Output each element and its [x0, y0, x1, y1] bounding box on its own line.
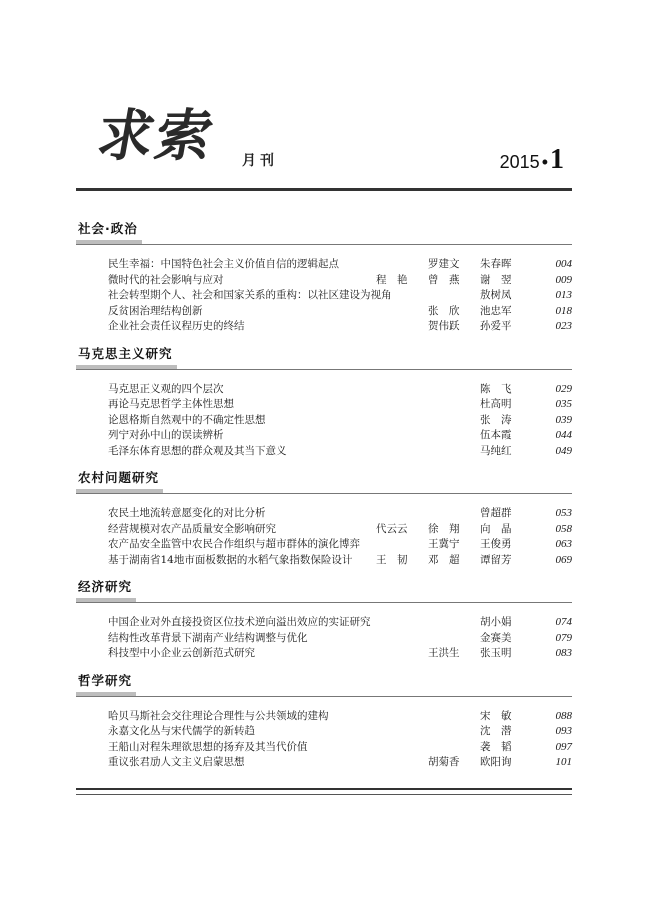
article-title: 农产品安全监管中农民合作组织与超市群体的演化博弈 [108, 538, 360, 550]
article-author: 胡小娟 [480, 616, 512, 628]
article-author: 徐 翔 [428, 522, 460, 535]
section-rule [76, 602, 572, 603]
article-author: 金赛美 [480, 631, 512, 644]
article-title: 马克思正义观的四个层次 [108, 382, 224, 395]
article-title: 永嘉文化丛与宋代儒学的新转趋 [108, 725, 255, 737]
article-author: 谢 翌 [480, 273, 512, 286]
article-author: 曾超群 [480, 507, 512, 519]
article-author: 王 韧 [376, 553, 408, 566]
toc-section [76, 576, 572, 670]
article-title: 科技型中小企业云创新范式研究 [108, 647, 255, 659]
toc-entry[interactable] [108, 397, 572, 413]
section-title: 社会·政治 [76, 221, 142, 244]
article-author: 杜高明 [480, 398, 512, 410]
article-author: 宋 敏 [480, 709, 512, 722]
article-title: 重议张君劢人文主义启蒙思想 [108, 756, 245, 768]
bottom-rule [76, 788, 572, 790]
article-title: 农民土地流转意愿变化的对比分析 [108, 507, 266, 519]
toc-entry[interactable] [108, 257, 572, 273]
article-author: 向 晶 [480, 522, 512, 535]
article-author: 欧阳询 [480, 756, 512, 768]
article-title: 论恩格斯自然观中的不确定性思想 [108, 413, 266, 426]
toc-entry[interactable] [108, 382, 572, 398]
toc-entry[interactable] [108, 304, 572, 320]
section-rule [76, 696, 572, 697]
article-author: 伍本霞 [480, 429, 512, 441]
section-rule [76, 369, 572, 370]
page-number: 088 [555, 709, 572, 722]
issue-year: 2015 [499, 152, 540, 172]
toc-entry[interactable] [108, 755, 572, 771]
toc-entry[interactable] [108, 615, 572, 631]
toc-entry[interactable] [108, 724, 572, 740]
page-number: 049 [555, 444, 572, 457]
section-title: 哲学研究 [76, 673, 136, 696]
article-title: 企业社会责任议程历史的终结 [108, 320, 245, 332]
toc-entry[interactable] [108, 413, 572, 429]
page-number: 053 [555, 507, 572, 519]
article-author: 袭 韬 [480, 740, 512, 753]
page-number: 093 [555, 725, 572, 737]
issue-dot: • [541, 152, 548, 172]
issue-number [500, 144, 564, 176]
page-number: 058 [555, 522, 572, 535]
journal-logo: 求索 [92, 103, 220, 169]
article-author: 敖树凤 [480, 289, 512, 301]
toc-section [76, 343, 572, 468]
toc-entry[interactable] [108, 553, 572, 569]
toc-entry[interactable] [108, 319, 572, 335]
toc-entry[interactable] [108, 444, 572, 460]
article-title: 再论马克思哲学主体性思想 [108, 398, 234, 410]
toc-section [76, 467, 572, 576]
article-author: 张玉明 [480, 647, 512, 659]
article-author: 曾 燕 [428, 273, 460, 286]
article-author: 陈 飞 [480, 382, 512, 395]
toc-entry[interactable] [108, 428, 572, 444]
table-of-contents [76, 218, 572, 779]
page-number: 004 [555, 258, 572, 270]
toc-entry[interactable] [108, 506, 572, 522]
article-author: 谭留芳 [480, 553, 512, 566]
article-title: 基于湖南省14地市面板数据的水稻气象指数保险设计 [108, 553, 353, 566]
page-number: 018 [555, 304, 572, 317]
page-number: 079 [555, 631, 572, 644]
page-number: 009 [555, 273, 572, 286]
article-title: 民生幸福：中国特色社会主义价值自信的逻辑起点 [108, 258, 339, 270]
masthead [76, 100, 572, 190]
page-number: 101 [555, 756, 572, 768]
toc-entry[interactable] [108, 537, 572, 553]
page-number: 044 [555, 429, 572, 441]
article-title: 毛泽东体育思想的群众观及其当下意义 [108, 444, 287, 457]
article-author: 王俊勇 [480, 538, 512, 550]
monthly-label: 月刊 [242, 153, 278, 169]
article-author: 贺伟跃 [428, 320, 460, 332]
section-title: 经济研究 [76, 579, 136, 602]
toc-entry[interactable] [108, 522, 572, 538]
toc-section [76, 670, 572, 779]
article-title: 微时代的社会影响与应对 [108, 273, 224, 286]
toc-entry[interactable] [108, 646, 572, 662]
section-title: 马克思主义研究 [76, 346, 177, 369]
toc-section [76, 218, 572, 343]
article-author: 沈 潜 [480, 725, 512, 737]
top-rule [76, 188, 572, 191]
article-title: 哈贝马斯社会交往理论合理性与公共领域的建构 [108, 709, 329, 722]
page-number: 074 [555, 616, 572, 628]
article-author: 朱春晖 [480, 258, 512, 270]
article-author: 邓 超 [428, 553, 460, 566]
article-author: 张 涛 [480, 413, 512, 426]
article-author: 孙爱平 [480, 320, 512, 332]
toc-entry[interactable] [108, 709, 572, 725]
article-author: 王冀宁 [428, 538, 460, 550]
page-number: 097 [555, 740, 572, 753]
article-title: 反贫困治理结构创新 [108, 304, 203, 317]
page-number: 035 [555, 398, 572, 410]
article-author: 马纯红 [480, 444, 512, 457]
article-author: 程 艳 [376, 273, 408, 286]
toc-entry[interactable] [108, 273, 572, 289]
page-number: 039 [555, 413, 572, 426]
section-rule [76, 244, 572, 245]
toc-entry[interactable] [108, 631, 572, 647]
article-title: 社会转型期个人、社会和国家关系的重构：以社区建设为视角 [108, 289, 392, 301]
article-author: 池忠军 [480, 304, 512, 317]
page-number: 029 [555, 382, 572, 395]
toc-entry[interactable] [108, 740, 572, 756]
article-author: 罗建文 [428, 258, 460, 270]
article-title: 结构性改革背景下湖南产业结构调整与优化 [108, 631, 308, 644]
toc-entry[interactable] [108, 288, 572, 304]
page-number: 023 [555, 320, 572, 332]
page-number: 013 [555, 289, 572, 301]
section-title: 农村问题研究 [76, 470, 163, 493]
article-title: 中国企业对外直接投资区位技术逆向溢出效应的实证研究 [108, 616, 371, 628]
bottom-rule-thin [76, 794, 572, 795]
page-number: 069 [555, 553, 572, 566]
article-title: 列宁对孙中山的误读辨析 [108, 429, 224, 441]
issue-num: 1 [550, 144, 564, 175]
article-title: 王船山对程朱理欲思想的扬弃及其当代价值 [108, 740, 308, 753]
page-number: 083 [555, 647, 572, 659]
page-number: 063 [555, 538, 572, 550]
article-author: 王洪生 [428, 647, 460, 659]
article-author: 张 欣 [428, 304, 460, 317]
section-rule [76, 493, 572, 494]
article-author: 胡菊香 [428, 756, 460, 768]
article-author: 代云云 [376, 522, 408, 535]
article-title: 经营规模对农产品质量安全影响研究 [108, 522, 276, 535]
